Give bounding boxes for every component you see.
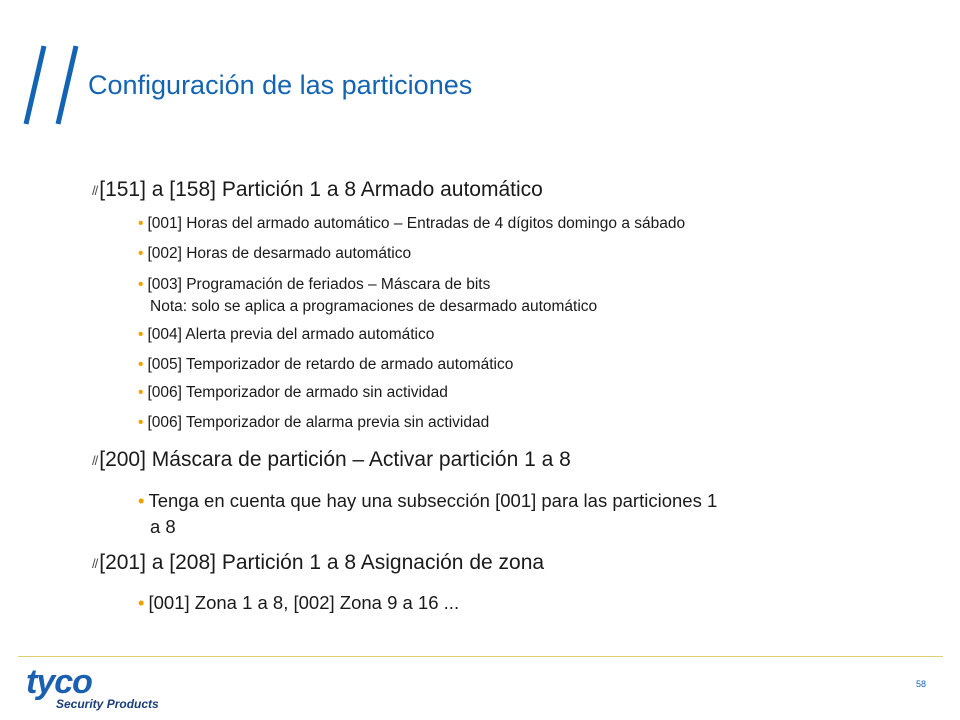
section-heading-3: //[201] a [208] Partición 1 a 8 Asignación de zona [92,551,545,574]
logo-text: tyco [26,663,92,701]
list-item: • Tenga en cuenta que hay una subsección [001] para las particiones 1 a 8 [138,490,718,537]
list-item: • [004] Alerta previa del armado automático [138,326,435,343]
list-item: • [006] Temporizador de alarma previa sin actividad [138,414,490,431]
page-title: Configuración de las particiones [88,70,473,100]
list-item: • [005] Temporizador de retardo de armado automático [138,356,514,373]
list-item: • [006] Temporizador de armado sin actividad [138,384,448,401]
tyco-logo [26,665,159,711]
title-slash-decoration [22,44,82,126]
section-heading-text: [200] Máscara de partición – Activar partición 1 a 8 [99,448,571,471]
list-item: • [002] Horas de desarmado automático [138,245,412,262]
section-heading-text: [201] a [208] Partición 1 a 8 Asignación de zona [99,551,545,574]
footer-rule [18,656,943,657]
list-item: • [001] Zona 1 a 8, [002] Zona 9 a 16 ... [138,592,460,613]
logo-subtext: Security Products [56,697,159,711]
list-item: • [003] Programación de feriados – Máscara de bits Nota: solo se aplica a programaciones de desarmado automático [138,276,598,315]
list-item: • [001] Horas del armado automático – Entradas de 4 dígitos domingo a sábado [138,215,686,232]
section-heading-2: //[200] Máscara de partición – Activar partición 1 a 8 [92,448,571,471]
section-heading-1: //[151] a [158] Partición 1 a 8 Armado automático [92,178,543,201]
page-number: 58 [915,679,926,689]
section-heading-text: [151] a [158] Partición 1 a 8 Armado automático [99,178,543,201]
